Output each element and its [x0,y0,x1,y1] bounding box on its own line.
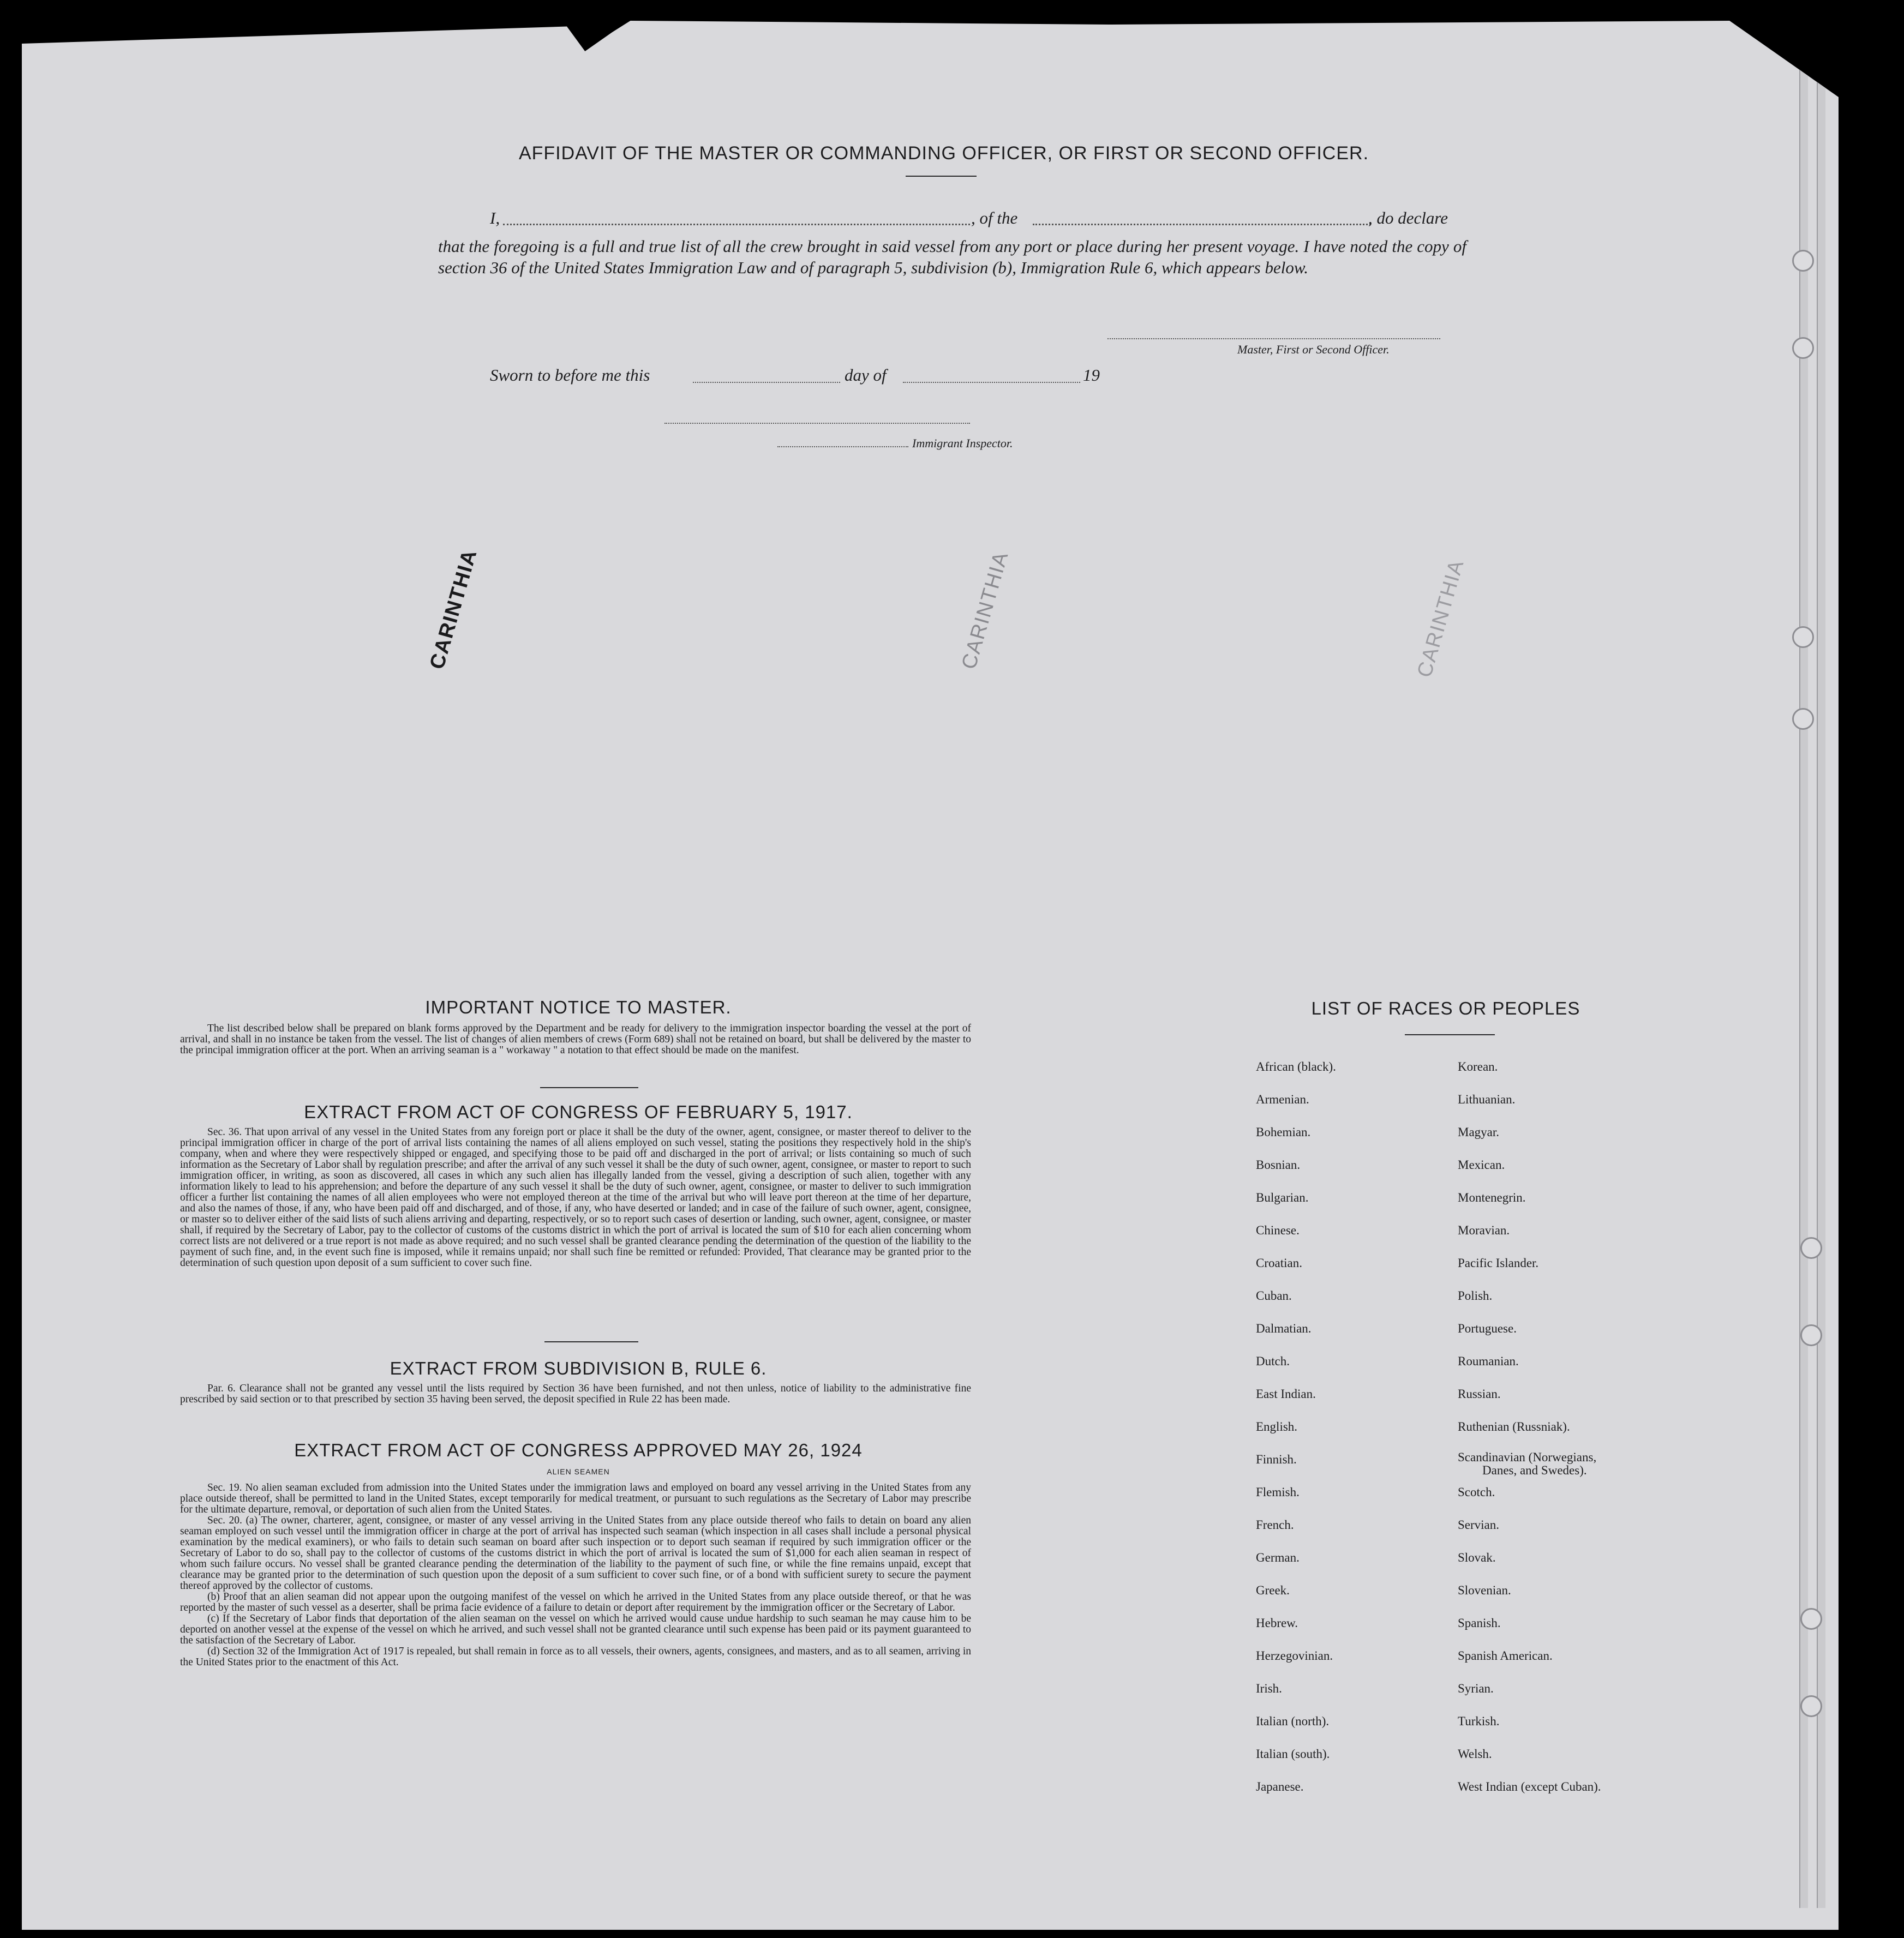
race-item: Pacific Islander. [1458,1256,1539,1270]
race-item: Bohemian. [1256,1125,1311,1139]
race-item-line1: Scandinavian (Norwegians, [1458,1450,1597,1464]
race-item: Roumanian. [1458,1354,1519,1368]
extract-1924-title: EXTRACT FROM ACT OF CONGRESS APPROVED MAY 26, 1924 [294,1440,863,1460]
affidavit-of-the-label: , of the [971,208,1018,227]
inspector-name-field[interactable] [777,446,908,447]
inspector-label: Immigrant Inspector. [912,436,1013,450]
sec-20b-paragraph: (b) Proof that an alien seaman did not appear upon the outgoing manifest of the vessel on which he arrived in the United States from any place outside thereof, or that he was reported by the master of such vessel as a deserter, shall be prima facie evidence of a failure to detain or deport after requirement by the immigration officer or the Secretary of Labor. [180,1591,971,1613]
affidavit-title: AFFIDAVIT OF THE MASTER OR COMMANDING OFFICER, OR FIRST OR SECOND OFFICER. [518,143,1369,164]
affiant-name-field[interactable] [503,224,970,225]
race-item: Syrian. [1458,1682,1494,1695]
race-item: Finnish. [1256,1453,1297,1466]
affidavit-body: that the foregoing is a full and true list of all the crew brought in said vessel from any port or place during her present voyage. I have noted the copy of section 36 of the United States Immigration Law and of paragraph 5, subdivision (b), Immigration Rule 6, which appears below. [438,237,1466,277]
race-item: Spanish American. [1458,1649,1553,1663]
notice-body: The list described below shall be prepared on blank forms approved by the Department and be ready for delivery to the immigration inspector boarding the vessel at the port of arrival, and shall in no instance be taken from the vessel. The list of changes of alien members of crews (Form 689) shall not be retained on board, but shall be delivered by the master to the principal immigration officer at the port. When an arriving seaman is a " workaway " a notation to that effect should be made on the manifest. [180,1023,971,1056]
sworn-label: Sworn to before me this [490,365,650,385]
race-item: English. [1256,1420,1298,1433]
punch-hole [1800,1324,1822,1346]
extract-1917-body: Sec. 36. That upon arrival of any vessel in the United States from any foreign port or place it shall be the duty of the owner, agent, consignee, or master thereof to deliver to the principal immigration officer in charge of the port of arrival lists containing the names of all aliens employed on such vessel, stating the positions they respectively hold in the ship's company, when and where they were respectively shipped or engaged, and specifying those to be paid off and discharged in the port of arrival; or lists containing so much of such information as the Secretary of Labor shall by regulation prescribe; and after the arrival of any such vessel it shall be the duty of such owner, agent, consignee, or master to report to such immigration officer, in writing, as soon as discovered, all cases in which any such alien has illegally landed from the vessel, giving a description of such alien, together with any information likely to lead to his apprehension; and before the departure of any such vessel it shall be the duty of such owner, agent, consignee, or master to deliver to such immigration officer a further list containing the names of all alien employees who were not employed thereon at the time of the arrival but who will leave port thereon at the time of her departure, and also the names of those, if any, who have been paid off and discharged, and of those, if any, who have deserted or landed; and in case of the failure of such owner, agent, consignee, or master so to deliver either of the said lists of such aliens arriving and departing, respectively, or so to report such cases of desertion or landing, such owner, agent, consignee, or master shall, if required by the Secretary of Labor, pay to the collector of customs of the customs district in which the port of arrival is located the sum of $10 for each alien concerning whom correct lists are not delivered or a true report is not made as above required; and no such vessel shall be granted clearance pending the determination of the question of the liability to the payment of such fine, and, in the event such fine is imposed, while it remains unpaid; nor shall such fine be remitted or refunded: Provided, That clearance may be granted prior to the determination of such question upon deposit of a sum sufficient to cover such fine. [180,1126,971,1269]
race-item: Mexican. [1458,1158,1505,1172]
race-item: Russian. [1458,1387,1501,1401]
race-item: Irish. [1256,1682,1282,1695]
race-item: German. [1256,1551,1300,1564]
race-item: Welsh. [1458,1747,1492,1761]
race-item: Croatian. [1256,1256,1302,1270]
race-item: Slovenian. [1458,1583,1511,1597]
race-item: Lithuanian. [1458,1093,1516,1106]
race-item: West Indian (except Cuban). [1458,1780,1601,1793]
race-item: Spanish. [1458,1616,1501,1630]
races-title: LIST OF RACES OR PEOPLES [1311,998,1580,1018]
signature-label: Master, First or Second Officer. [1237,343,1390,356]
race-item: Italian (north). [1256,1714,1330,1728]
race-item: Servian. [1458,1518,1500,1532]
punch-hole [1800,1695,1822,1717]
vessel-name-field[interactable] [1033,224,1371,225]
punch-hole [1800,1608,1822,1630]
section-divider [544,1341,638,1342]
race-item: Dutch. [1256,1354,1290,1368]
vessel-stamp: CARINTHIA [1413,556,1469,680]
race-item-line2: Danes, and Swedes). [1482,1463,1587,1477]
punch-hole [1800,1237,1822,1259]
sec-20c-paragraph: (c) If the Secretary of Labor finds that deportation of the alien seaman on the vessel on which he arrived would cause undue hardship to such seaman he may cause him to be deported on another vessel at the expense of the vessel on which he arrived, and such vessel shall not be granted clearance until such expense has been paid or its payment guaranteed to the satisfaction of the Secretary of Labor. [180,1613,971,1646]
race-item: Scotch. [1458,1485,1495,1499]
sworn-day-field[interactable] [693,382,840,383]
race-item: East Indian. [1256,1387,1316,1401]
affidavit-declare-label: , do declare [1368,208,1448,227]
races-column-1 [1256,1051,1336,1803]
race-item: Flemish. [1256,1485,1300,1499]
signature-field[interactable] [1107,338,1440,339]
sworn-month-field[interactable] [903,382,1080,383]
race-item: Magyar. [1458,1125,1500,1139]
race-item: African (black). [1256,1060,1336,1073]
sworn-year-label: 19 [1083,365,1100,385]
sec-20a-paragraph: Sec. 20. (a) The owner, charterer, agent, consignee, or master of any vessel arriving in the United States from any place outside thereof who fails to detain on board any alien seaman employed on such vessel until the immigration officer in charge at the port of arrival has inspected such seaman (which inspection in all cases shall include a personal physical examination by the medical examiners), or who fails to detain such seaman on board after such inspection or to deport such seaman if required by such immigration officer or the Secretary of Labor to do so, shall pay to the collector of customs of the customs district in which the port of arrival is located the sum of $1,000 for each alien seaman in respect of whom such failure occurs. No vessel shall be granted clearance pending the determination of the liability to the payment of such fine, or while the fine remains unpaid, except that clearance may be granted prior to the determination of such question upon the deposit of a sum sufficient to cover such fine, or of a bond with sufficient surety to secure the payment thereof approved by the collector of customs. [180,1515,971,1592]
race-item: Cuban. [1256,1289,1292,1303]
extract-rule6-title: EXTRACT FROM SUBDIVISION B, RULE 6. [390,1358,767,1378]
race-item [1458,1443,1601,1476]
punch-hole [1792,250,1814,272]
race-item: Montenegrin. [1458,1191,1526,1204]
vessel-stamp: CARINTHIA [957,548,1013,672]
extract-1917-title: EXTRACT FROM ACT OF CONGRESS OF FEBRUARY 5, 1917. [304,1102,853,1122]
page-edge [1817,53,1825,1908]
race-item: Portuguese. [1458,1322,1517,1335]
title-divider [906,176,977,177]
punch-hole [1792,337,1814,359]
race-item: Bulgarian. [1256,1191,1309,1204]
extract-rule6-body: Par. 6. Clearance shall not be granted any vessel until the lists required by Section 36 have been furnished, and not then unless, notice of liability to the administrative fine prescribed by said section or to that prescribed by section 35 having been served, the deposit specified in Rule 22 has been made. [180,1383,971,1405]
sec-19-paragraph: Sec. 19. No alien seaman excluded from admission into the United States under the immigration laws and employed on board any vessel arriving in the United States from any place outside thereof, shall be permitted to land in the United States, except temporarily for medical treatment, or pursuant to such regulations as the Secretary of Labor may prescribe for the ultimate departure, removal, or deportation of such alien from the United States. [180,1482,971,1515]
vessel-stamp: CARINTHIA [426,546,482,672]
affidavit-i-label: I, [490,208,500,227]
race-item: Japanese. [1256,1780,1304,1793]
race-item: Slovak. [1458,1551,1496,1564]
race-item: Armenian. [1256,1093,1309,1106]
races-column-2 [1458,1051,1601,1803]
race-item: Hebrew. [1256,1616,1298,1630]
race-item: Greek. [1256,1583,1290,1597]
section-divider [540,1087,638,1088]
inspector-signature-line[interactable] [664,423,970,424]
race-item: Italian (south). [1256,1747,1330,1761]
notice-title: IMPORTANT NOTICE TO MASTER. [425,997,732,1017]
race-item: Turkish. [1458,1714,1500,1728]
race-item: Polish. [1458,1289,1493,1303]
punch-hole [1792,626,1814,648]
race-item: Chinese. [1256,1223,1300,1237]
race-item: Korean. [1458,1060,1498,1073]
race-item: Bosnian. [1256,1158,1301,1172]
punch-hole [1792,708,1814,730]
sworn-day-of-label: day of [845,365,887,385]
races-divider [1405,1034,1495,1035]
race-item: Moravian. [1458,1223,1510,1237]
extract-1924-body [180,1483,971,1668]
page-edge [1799,53,1808,1908]
extract-1924-subtitle: ALIEN SEAMEN [547,1467,610,1476]
sec-20d-paragraph: (d) Section 32 of the Immigration Act of 1917 is repealed, but shall remain in force as to all vessels, their owners, agents, consignees, and masters, and as to all seamen, arriving in the United States prior to the enactment of this Act. [180,1646,971,1668]
race-item: French. [1256,1518,1294,1532]
race-item: Herzegovinian. [1256,1649,1333,1663]
race-item: Ruthenian (Russniak). [1458,1420,1570,1433]
race-item: Dalmatian. [1256,1322,1312,1335]
